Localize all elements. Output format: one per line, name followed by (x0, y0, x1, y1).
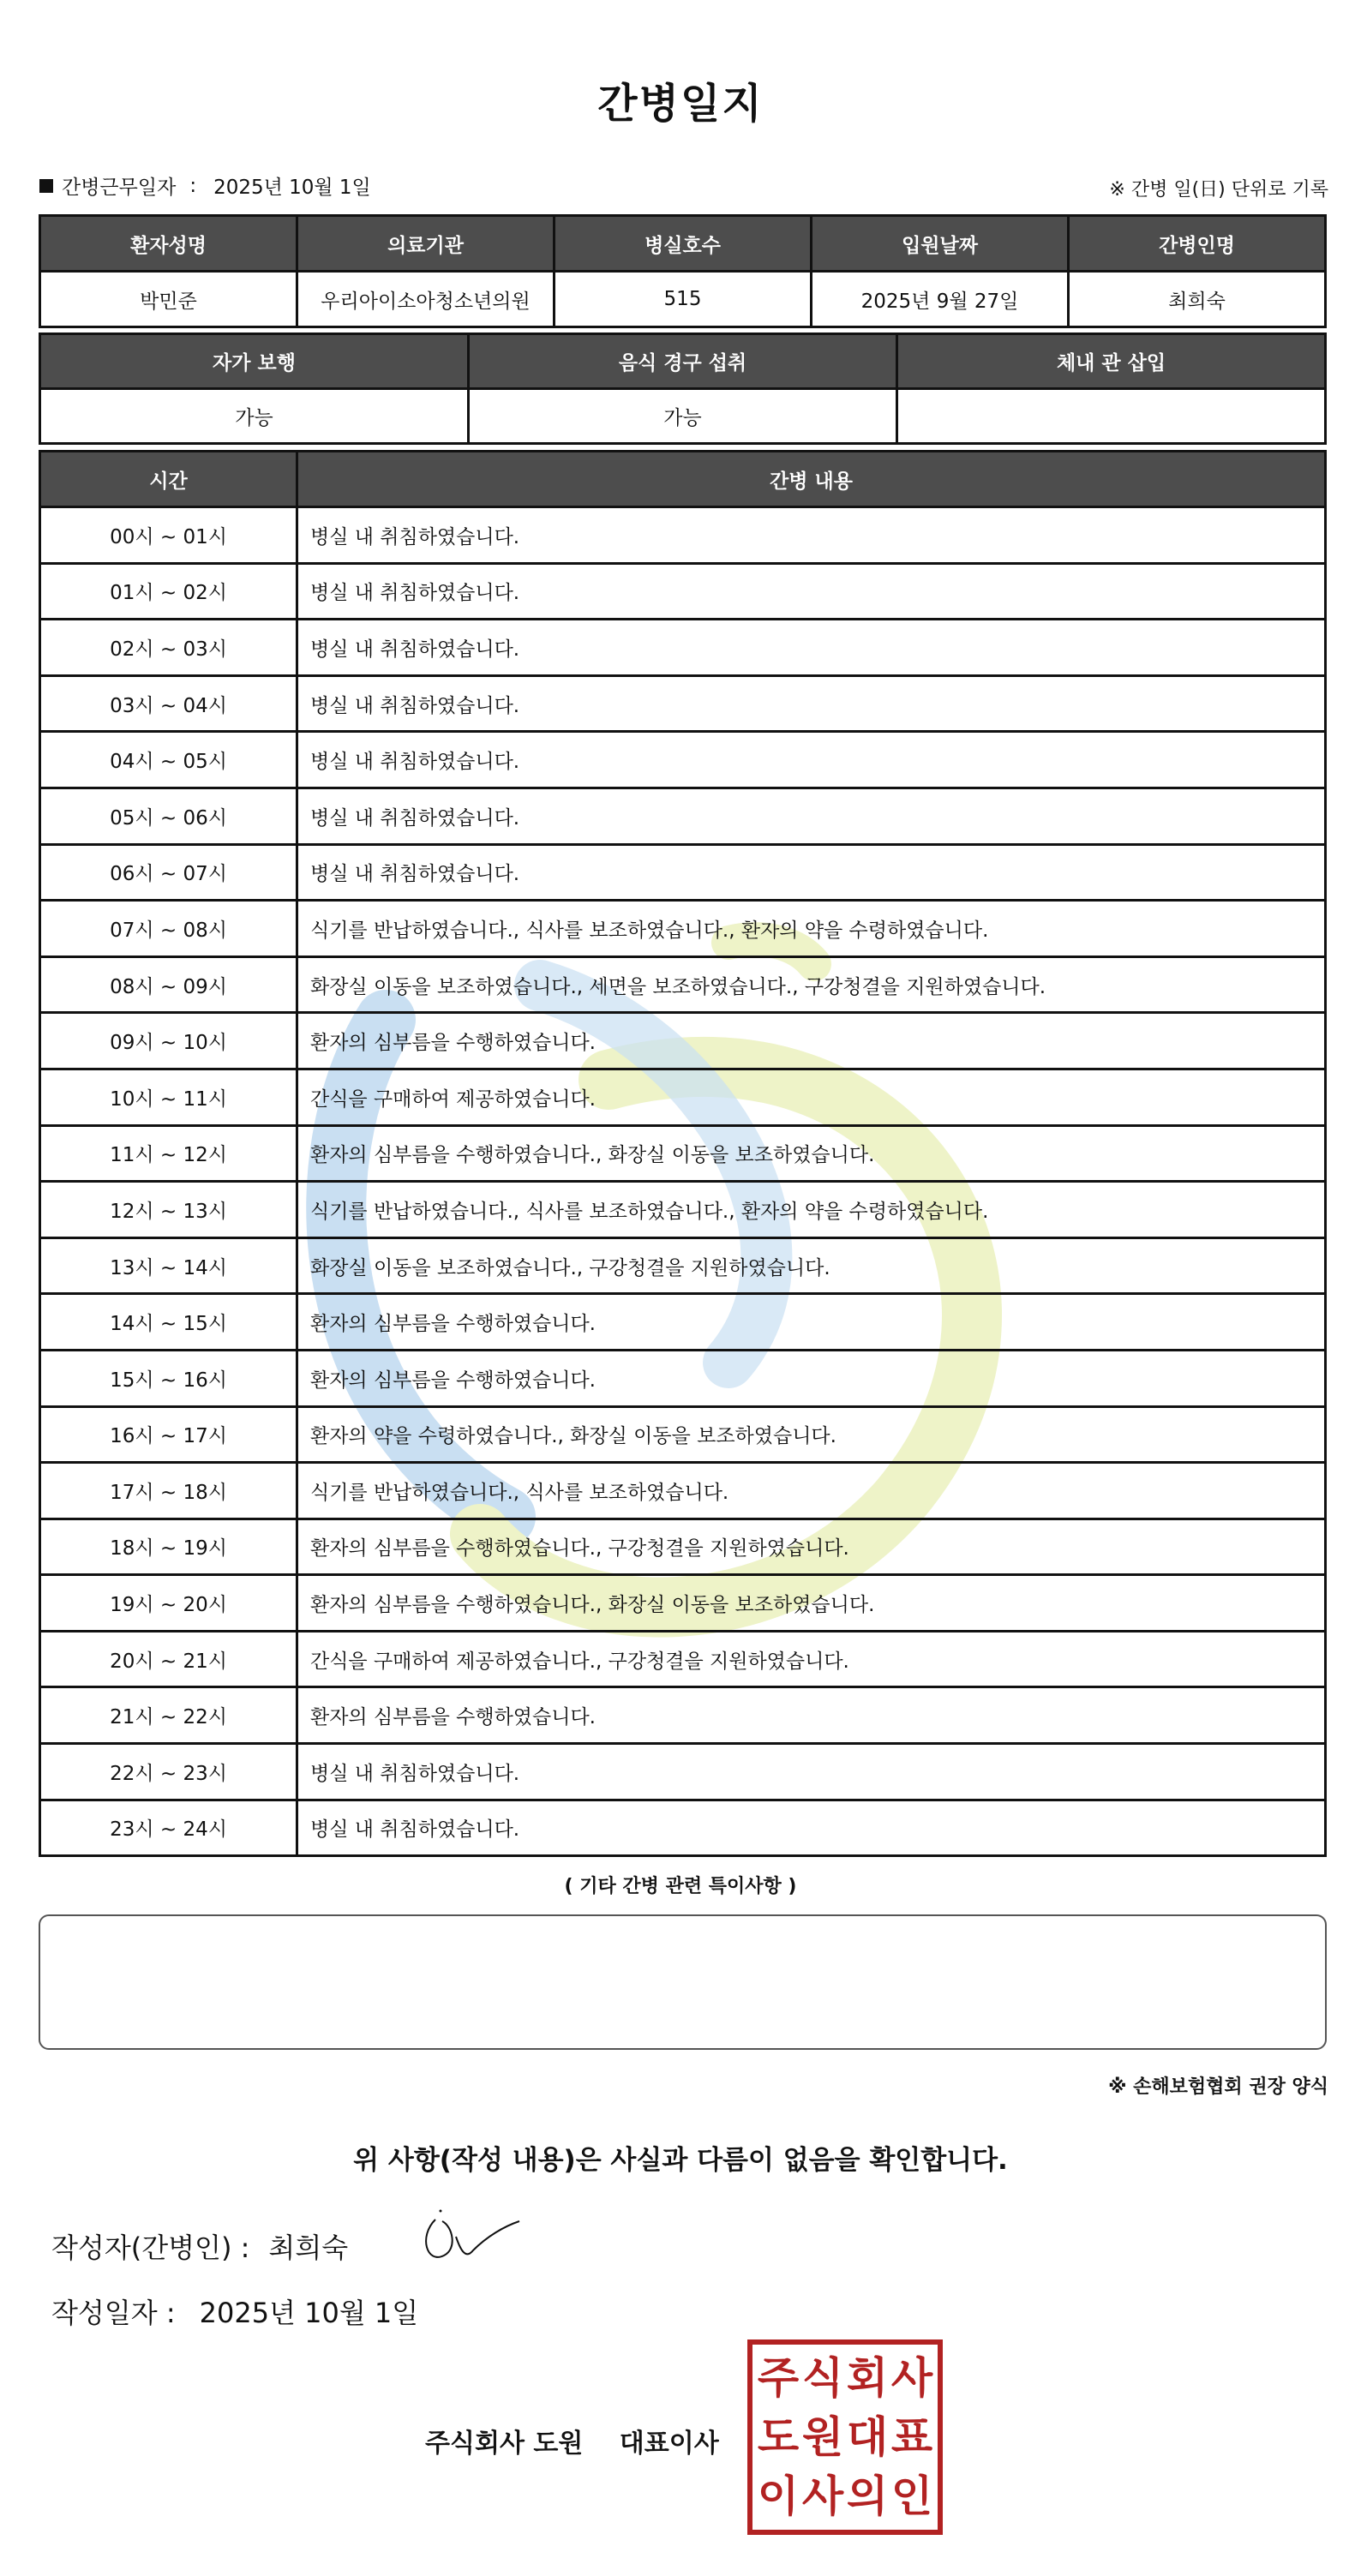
table-row (40, 788, 1326, 844)
row-content: 간식을 구매하여 제공하였습니다., 구강청결을 지원하였습니다. (297, 1631, 1326, 1687)
oral-intake-status: 가능 (469, 389, 897, 444)
row-time: 19시 ~ 20시 (40, 1575, 297, 1632)
row-time: 15시 ~ 16시 (40, 1350, 297, 1406)
row-time: 20시 ~ 21시 (40, 1631, 297, 1687)
row-time: 09시 ~ 10시 (40, 1013, 297, 1069)
row-time: 18시 ~ 19시 (40, 1519, 297, 1575)
row-time: 10시 ~ 11시 (40, 1069, 297, 1125)
header-admission-date: 입원날짜 (812, 216, 1069, 272)
table-row (40, 1406, 1326, 1463)
work-date-label: 간병근무일자 (62, 177, 177, 199)
seal-character: 이 (757, 2471, 800, 2522)
work-date (39, 171, 371, 200)
write-date-row (51, 2291, 418, 2331)
row-content: 병실 내 취침하였습니다. (297, 844, 1326, 901)
writer-name: 최희숙 (268, 2232, 349, 2264)
table-row (40, 620, 1326, 676)
table-row (40, 1013, 1326, 1069)
row-time: 01시 ~ 02시 (40, 563, 297, 620)
document-title: 간병일지 (597, 80, 764, 128)
row-time: 05시 ~ 06시 (40, 788, 297, 844)
seal-character: 원 (801, 2411, 844, 2462)
table-row (40, 1631, 1326, 1687)
seal-character: 사 (890, 2352, 933, 2403)
row-content: 병실 내 취침하였습니다. (297, 1744, 1326, 1800)
row-content: 환자의 심부름을 수행하였습니다., 구강청결을 지원하였습니다. (297, 1519, 1326, 1575)
row-time: 22시 ~ 23시 (40, 1744, 297, 1800)
row-time: 00시 ~ 01시 (40, 507, 297, 564)
seal-character: 식 (801, 2352, 844, 2403)
row-time: 06시 ~ 07시 (40, 844, 297, 901)
row-content: 환자의 심부름을 수행하였습니다., 화장실 이동을 보조하였습니다. (297, 1125, 1326, 1182)
header-walking: 자가 보행 (40, 334, 469, 389)
row-content: 환자의 심부름을 수행하였습니다. (297, 1350, 1326, 1406)
table-row (40, 956, 1326, 1013)
tube-insertion-status (897, 389, 1326, 444)
row-content: 환자의 약을 수령하였습니다., 화장실 이동을 보조하였습니다. (297, 1406, 1326, 1463)
row-time: 03시 ~ 04시 (40, 675, 297, 732)
table-row (40, 1463, 1326, 1519)
row-time: 11시 ~ 12시 (40, 1125, 297, 1182)
row-time: 07시 ~ 08시 (40, 901, 297, 957)
row-content: 병실 내 취침하였습니다. (297, 788, 1326, 844)
writer-row (51, 2226, 348, 2266)
seal-character: 회 (846, 2352, 889, 2403)
row-time: 16시 ~ 17시 (40, 1406, 297, 1463)
row-time: 13시 ~ 14시 (40, 1237, 297, 1294)
seal-character: 사 (801, 2471, 844, 2522)
row-time: 04시 ~ 05시 (40, 732, 297, 788)
row-content: 화장실 이동을 보조하였습니다., 세면을 보조하였습니다., 구강청결을 지원하였습니다. (297, 956, 1326, 1013)
institution: 우리아이소아청소년의원 (297, 272, 555, 327)
seal-character: 주 (757, 2352, 800, 2403)
care-log-table (39, 450, 1327, 1857)
table-row (40, 563, 1326, 620)
seal-character: 의 (846, 2471, 889, 2522)
work-date-separator: : (189, 174, 197, 197)
row-content: 병실 내 취침하였습니다. (297, 732, 1326, 788)
table-row (40, 732, 1326, 788)
header-care-content: 간병 내용 (297, 452, 1326, 507)
table-row (40, 507, 1326, 564)
row-content: 병실 내 취침하였습니다. (297, 507, 1326, 564)
work-date-value: 2025년 10월 1일 (213, 177, 371, 199)
row-time: 08시 ~ 09시 (40, 956, 297, 1013)
recommend-note: ※ 손해보험협회 권장 양식 (1108, 2076, 1328, 2098)
ceo-title: 대표이사 (619, 2429, 719, 2459)
header-room-number: 병실호수 (555, 216, 812, 272)
table-row (40, 1125, 1326, 1182)
room-number: 515 (555, 272, 812, 327)
row-time: 14시 ~ 15시 (40, 1294, 297, 1351)
row-content: 환자의 심부름을 수행하였습니다. (297, 1687, 1326, 1744)
table-row (40, 1519, 1326, 1575)
write-date-label: 작성일자 : (51, 2297, 176, 2329)
row-time: 17시 ~ 18시 (40, 1463, 297, 1519)
patient-info-table (39, 214, 1327, 328)
table-row (40, 1182, 1326, 1238)
row-content: 환자의 심부름을 수행하였습니다. (297, 1013, 1326, 1069)
table-row (40, 1294, 1326, 1351)
row-content: 환자의 심부름을 수행하였습니다., 화장실 이동을 보조하였습니다. (297, 1575, 1326, 1632)
company-seal (747, 2339, 943, 2535)
table-row (40, 1800, 1326, 1856)
notes-title: ( 기타 간병 관련 특이사항 ) (564, 1876, 797, 1897)
seal-character: 표 (890, 2411, 933, 2462)
row-time: 02시 ~ 03시 (40, 620, 297, 676)
header-caregiver-name: 간병인명 (1069, 216, 1326, 272)
bullet-square-icon (39, 179, 53, 193)
writer-label: 작성자(간병인) : (51, 2232, 250, 2264)
table-row (40, 675, 1326, 732)
row-content: 병실 내 취침하였습니다. (297, 563, 1326, 620)
admission-date: 2025년 9월 27일 (812, 272, 1069, 327)
row-content: 간식을 구매하여 제공하였습니다. (297, 1069, 1326, 1125)
notes-box (39, 1914, 1327, 2050)
header-time: 시간 (40, 452, 297, 507)
row-time: 23시 ~ 24시 (40, 1800, 297, 1856)
patient-status-table (39, 332, 1327, 445)
row-content: 식기를 반납하였습니다., 식사를 보조하였습니다., 환자의 약을 수령하였습니다. (297, 901, 1326, 957)
row-content: 병실 내 취침하였습니다. (297, 1800, 1326, 1856)
seal-character: 인 (890, 2471, 933, 2522)
table-row (40, 1069, 1326, 1125)
signature-icon (418, 2202, 530, 2271)
walking-status: 가능 (40, 389, 469, 444)
table-row (40, 1350, 1326, 1406)
row-time: 21시 ~ 22시 (40, 1687, 297, 1744)
row-content: 병실 내 취침하였습니다. (297, 675, 1326, 732)
company-line (425, 2422, 719, 2459)
write-date-value: 2025년 10월 1일 (199, 2297, 419, 2329)
table-row (40, 844, 1326, 901)
table-row (40, 1575, 1326, 1632)
unit-note: ※ 간병 일(日) 단위로 기록 (1109, 179, 1328, 201)
row-content: 식기를 반납하였습니다., 식사를 보조하였습니다., 환자의 약을 수령하였습니다. (297, 1182, 1326, 1238)
caregiver-name: 최희숙 (1069, 272, 1326, 327)
header-oral-intake: 음식 경구 섭취 (469, 334, 897, 389)
patient-name: 박민준 (40, 272, 297, 327)
seal-character: 대 (846, 2411, 889, 2462)
row-content: 식기를 반납하였습니다., 식사를 보조하였습니다. (297, 1463, 1326, 1519)
header-institution: 의료기관 (297, 216, 555, 272)
row-content: 화장실 이동을 보조하였습니다., 구강청결을 지원하였습니다. (297, 1237, 1326, 1294)
table-row (40, 1237, 1326, 1294)
row-time: 12시 ~ 13시 (40, 1182, 297, 1238)
seal-character: 도 (757, 2411, 800, 2462)
company-name: 주식회사 도원 (425, 2429, 584, 2459)
table-row (40, 901, 1326, 957)
row-content: 환자의 심부름을 수행하였습니다. (297, 1294, 1326, 1351)
row-content: 병실 내 취침하였습니다. (297, 620, 1326, 676)
confirmation-statement: 위 사항(작성 내용)은 사실과 다름이 없음을 확인합니다. (353, 2145, 1008, 2176)
header-patient-name: 환자성명 (40, 216, 297, 272)
header-tube-insertion: 체내 관 삽입 (897, 334, 1326, 389)
table-row (40, 1744, 1326, 1800)
table-row (40, 1687, 1326, 1744)
